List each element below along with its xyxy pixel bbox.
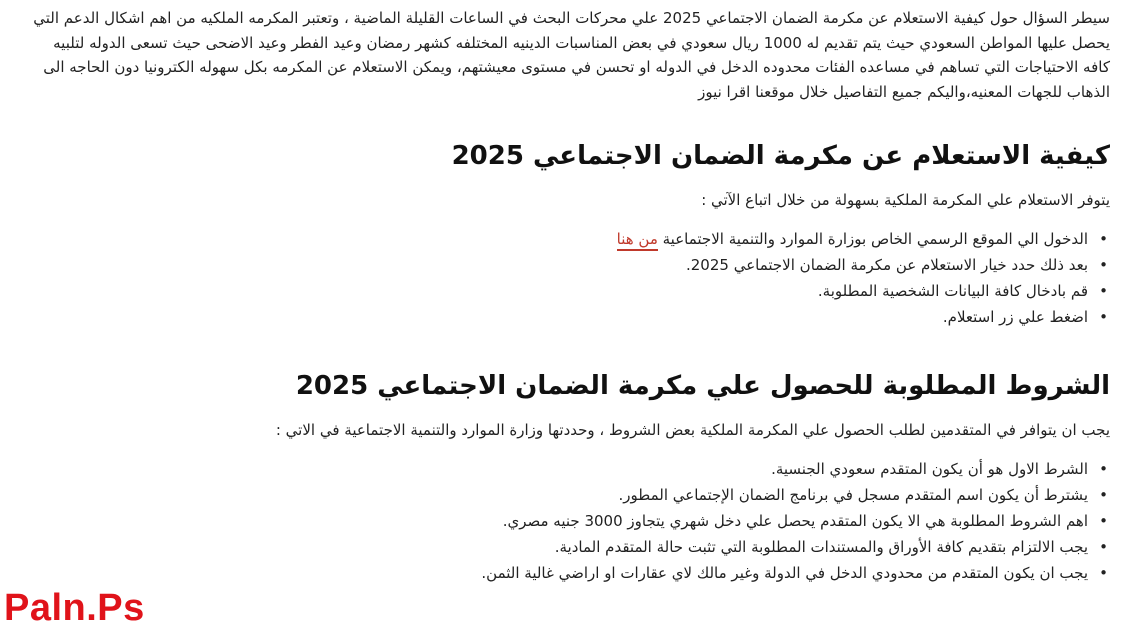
list-item-text: اهم الشروط المطلوبة هي الا يكون المتقدم يحصل علي دخل شهري يتجاوز 3000 جنيه مصري. <box>502 512 1088 530</box>
list-item <box>30 278 1088 304</box>
official-site-link[interactable]: من هنا <box>617 230 658 251</box>
steps-list <box>30 226 1110 330</box>
section-heading-conditions: الشروط المطلوبة للحصول علي مكرمة الضمان الاجتماعي 2025 <box>295 371 1110 401</box>
article-body <box>30 6 1110 586</box>
site-watermark: Paln.Ps <box>4 587 145 629</box>
list-item-text: يشترط أن يكون اسم المتقدم مسجل في برنامج الضمان الإجتماعي المطور. <box>618 486 1088 504</box>
list-item-text: يجب ان يكون المتقدم من محدودي الدخل في الدولة وغير مالك لاي عقارات او اراضي غالية الثمن. <box>481 564 1088 582</box>
list-item-text: بعد ذلك حدد خيار الاستعلام عن مكرمة الضمان الاجتماعي 2025. <box>685 256 1088 274</box>
list-item-text: الشرط الاول هو أن يكون المتقدم سعودي الجنسية. <box>771 460 1088 478</box>
list-item <box>30 560 1088 586</box>
list-item <box>30 252 1088 278</box>
list-item <box>30 508 1088 534</box>
list-item <box>30 534 1088 560</box>
intro-paragraph: سيطر السؤال حول كيفية الاستعلام عن مكرمة الضمان الاجتماعي 2025 علي محركات البحث في الساعات القليلة الماضية ، وتعتبر المكرمه الملكيه من اهم اشكال الدعم التي يحصل عليها المواطن السعودي حيث يتم تقديم له 1000 ريال سعودي في بعض المناسبات الدينيه المختلفه كشهر رمضان وعيد الفطر وعيد الاضحى حيث تسعى الدوله لتلبيه كافه الاحتياجات التي تساهم في مساعده الفئات محدوده الدخل في الدوله او تحسن في مستوى معيشتهم، ويمكن الاستعلام عن المكرمه بكل سهوله الكترونيا دون الحاجه الى الذهاب للجهات المعنيه،واليكم جميع التفاصيل خلال موقعنا اقرا نيوز <box>33 9 1110 101</box>
section-lead-inquiry: يتوفر الاستعلام علي المكرمة الملكية بسهولة من خلال اتباع الآتي : <box>701 191 1110 209</box>
list-item-text: يجب الالتزام بتقديم كافة الأوراق والمستندات المطلوبة التي تثبت حالة المتقدم المادية. <box>554 538 1088 556</box>
list-item <box>30 226 1088 252</box>
list-item <box>30 482 1088 508</box>
section-heading-inquiry: كيفية الاستعلام عن مكرمة الضمان الاجتماعي 2025 <box>451 141 1110 171</box>
list-item-text: قم بادخال كافة البيانات الشخصية المطلوبة. <box>817 282 1088 300</box>
list-item <box>30 456 1088 482</box>
conditions-list <box>30 456 1110 586</box>
list-item-text: اضغط علي زر استعلام. <box>942 308 1088 326</box>
list-item <box>30 304 1088 330</box>
section-lead-conditions: يجب ان يتوافر في المتقدمين لطلب الحصول علي المكرمة الملكية بعض الشروط ، وحددتها وزارة الموارد والتنمية الاجتماعية في الاتي : <box>275 421 1110 439</box>
list-item-text: الدخول الي الموقع الرسمي الخاص بوزارة الموارد والتنمية الاجتماعية <box>657 230 1088 248</box>
